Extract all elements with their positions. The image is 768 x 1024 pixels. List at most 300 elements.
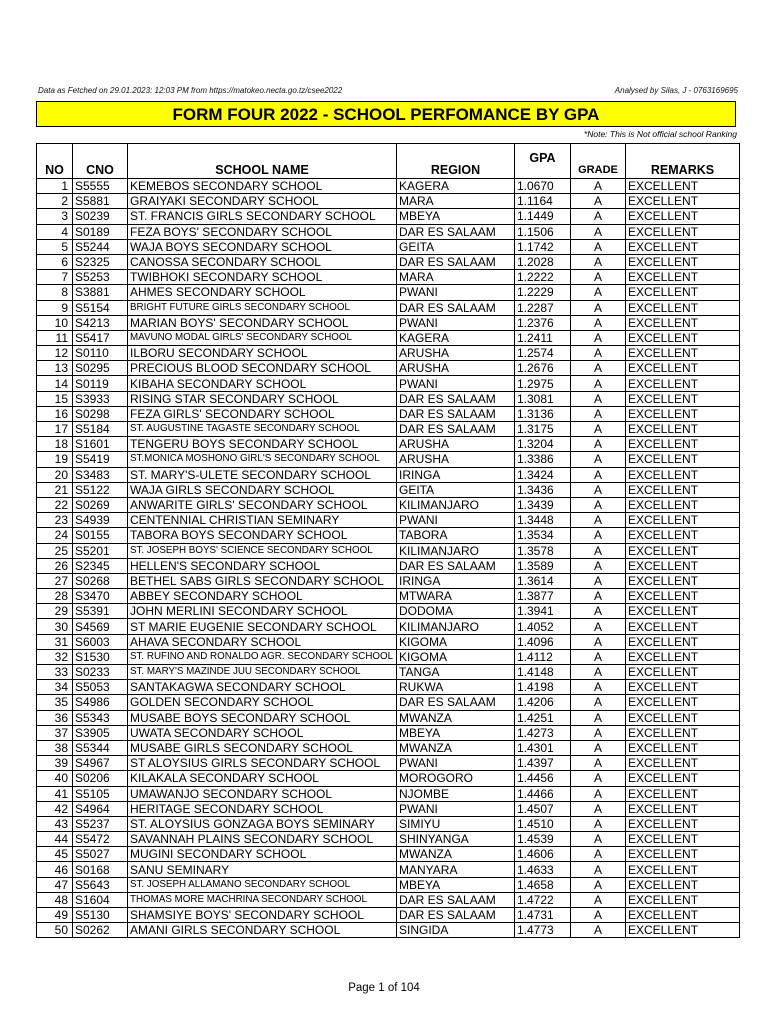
cell-region: KIGOMA	[397, 649, 515, 664]
cell-region: MBEYA	[397, 877, 515, 892]
cell-cno: S4986	[73, 695, 128, 710]
cell-school-name: TWIBHOKI SECONDARY SCHOOL	[128, 270, 397, 285]
cell-remarks: EXCELLENT	[626, 877, 740, 892]
cell-region: DAR ES SALAAM	[397, 908, 515, 923]
cell-school-name: WAJA GIRLS SECONDARY SCHOOL	[128, 482, 397, 497]
cell-region: MWANZA	[397, 710, 515, 725]
cell-region: MWANZA	[397, 847, 515, 862]
cell-region: DAR ES SALAAM	[397, 300, 515, 315]
cell-cno: S0110	[73, 346, 128, 361]
cell-school-name: ILBORU SECONDARY SCHOOL	[128, 346, 397, 361]
cell-grade: A	[571, 877, 626, 892]
cell-gpa: 1.4722	[515, 892, 571, 907]
cell-gpa: 1.4206	[515, 695, 571, 710]
cell-cno: S0168	[73, 862, 128, 877]
cell-region: GEITA	[397, 239, 515, 254]
cell-school-name: FEZA GIRLS' SECONDARY SCHOOL	[128, 406, 397, 421]
cell-gpa: 1.2975	[515, 376, 571, 391]
table-row	[37, 254, 740, 269]
cell-remarks: EXCELLENT	[626, 391, 740, 406]
col-header-no: NO	[37, 144, 73, 179]
table-row	[37, 892, 740, 907]
cell-cno: S5472	[73, 832, 128, 847]
cell-grade: A	[571, 573, 626, 588]
table-row	[37, 391, 740, 406]
cell-region: DODOMA	[397, 604, 515, 619]
cell-remarks: EXCELLENT	[626, 194, 740, 209]
cell-no: 38	[37, 740, 73, 755]
cell-remarks: EXCELLENT	[626, 740, 740, 755]
cell-school-name: KEMEBOS SECONDARY SCHOOL	[128, 179, 397, 194]
cell-no: 33	[37, 665, 73, 680]
cell-region: NJOMBE	[397, 786, 515, 801]
disclaimer-note: *Note: This is Not official school Ranking	[583, 129, 737, 139]
cell-remarks: EXCELLENT	[626, 680, 740, 695]
cell-cno: S5122	[73, 482, 128, 497]
cell-grade: A	[571, 346, 626, 361]
col-header-region: REGION	[397, 144, 515, 179]
cell-no: 6	[37, 254, 73, 269]
cell-grade: A	[571, 330, 626, 345]
cell-school-name: CENTENNIAL CHRISTIAN SEMINARY	[128, 513, 397, 528]
analyst-info: Analysed by Silas, J - 0763169695	[614, 86, 738, 95]
cell-no: 32	[37, 649, 73, 664]
cell-region: MARA	[397, 194, 515, 209]
cell-school-name: GRAIYAKI SECONDARY SCHOOL	[128, 194, 397, 209]
cell-gpa: 1.3424	[515, 467, 571, 482]
cell-cno: S3905	[73, 725, 128, 740]
cell-region: MANYARA	[397, 862, 515, 877]
cell-grade: A	[571, 361, 626, 376]
cell-school-name: ST. JOSEPH ALLAMANO SECONDARY SCHOOL	[128, 877, 397, 892]
cell-gpa: 1.4251	[515, 710, 571, 725]
cell-no: 4	[37, 224, 73, 239]
cell-school-name: UMAWANJO SECONDARY SCHOOL	[128, 786, 397, 801]
page-title: FORM FOUR 2022 - SCHOOL PERFOMANCE BY GPA	[36, 101, 736, 127]
cell-no: 23	[37, 513, 73, 528]
table-row	[37, 300, 740, 315]
cell-gpa: 1.4507	[515, 801, 571, 816]
table-row	[37, 710, 740, 725]
cell-region: MBEYA	[397, 209, 515, 224]
cell-school-name: ST MARIE EUGENIE SECONDARY SCHOOL	[128, 619, 397, 634]
cell-grade: A	[571, 315, 626, 330]
cell-remarks: EXCELLENT	[626, 346, 740, 361]
fetched-info: Data as Fetched on 29.01.2023: 12:03 PM from https://matokeo.necta.go.tz/csee2022	[38, 86, 343, 95]
cell-school-name: HELLEN'S SECONDARY SCHOOL	[128, 558, 397, 573]
cell-remarks: EXCELLENT	[626, 179, 740, 194]
cell-cno: S0206	[73, 771, 128, 786]
cell-grade: A	[571, 300, 626, 315]
cell-gpa: 1.3877	[515, 589, 571, 604]
cell-remarks: EXCELLENT	[626, 285, 740, 300]
cell-no: 29	[37, 604, 73, 619]
cell-cno: S1601	[73, 437, 128, 452]
cell-no: 37	[37, 725, 73, 740]
table-row	[37, 330, 740, 345]
cell-remarks: EXCELLENT	[626, 786, 740, 801]
cell-no: 14	[37, 376, 73, 391]
cell-school-name: ANWARITE GIRLS' SECONDARY SCHOOL	[128, 497, 397, 512]
table-row	[37, 801, 740, 816]
cell-remarks: EXCELLENT	[626, 558, 740, 573]
cell-school-name: ST ALOYSIUS GIRLS SECONDARY SCHOOL	[128, 756, 397, 771]
cell-region: MARA	[397, 270, 515, 285]
cell-remarks: EXCELLENT	[626, 634, 740, 649]
cell-no: 20	[37, 467, 73, 482]
results-table	[36, 143, 740, 938]
cell-gpa: 1.4456	[515, 771, 571, 786]
cell-no: 10	[37, 315, 73, 330]
cell-school-name: ST. FRANCIS GIRLS SECONDARY SCHOOL	[128, 209, 397, 224]
cell-grade: A	[571, 422, 626, 437]
cell-grade: A	[571, 391, 626, 406]
cell-gpa: 1.3175	[515, 422, 571, 437]
cell-cno: S2325	[73, 254, 128, 269]
table-row	[37, 482, 740, 497]
cell-school-name: ST. ALOYSIUS GONZAGA BOYS SEMINARY	[128, 816, 397, 831]
table-row	[37, 908, 740, 923]
cell-cno: S0155	[73, 528, 128, 543]
table-row	[37, 725, 740, 740]
cell-remarks: EXCELLENT	[626, 604, 740, 619]
cell-gpa: 1.3614	[515, 573, 571, 588]
cell-remarks: EXCELLENT	[626, 832, 740, 847]
cell-remarks: EXCELLENT	[626, 437, 740, 452]
cell-gpa: 1.3941	[515, 604, 571, 619]
cell-cno: S5344	[73, 740, 128, 755]
cell-remarks: EXCELLENT	[626, 619, 740, 634]
cell-cno: S1530	[73, 649, 128, 664]
cell-region: PWANI	[397, 285, 515, 300]
cell-cno: S0268	[73, 573, 128, 588]
cell-region: PWANI	[397, 513, 515, 528]
cell-remarks: EXCELLENT	[626, 330, 740, 345]
cell-grade: A	[571, 649, 626, 664]
cell-school-name: AHMES SECONDARY SCHOOL	[128, 285, 397, 300]
cell-grade: A	[571, 285, 626, 300]
cell-remarks: EXCELLENT	[626, 862, 740, 877]
cell-cno: S0233	[73, 665, 128, 680]
table-row	[37, 543, 740, 558]
cell-region: MWANZA	[397, 740, 515, 755]
table-row	[37, 285, 740, 300]
cell-no: 49	[37, 908, 73, 923]
table-row	[37, 619, 740, 634]
cell-no: 26	[37, 558, 73, 573]
cell-cno: S4213	[73, 315, 128, 330]
cell-school-name: KILAKALA SECONDARY SCHOOL	[128, 771, 397, 786]
cell-school-name: BETHEL SABS GIRLS SECONDARY SCHOOL	[128, 573, 397, 588]
cell-grade: A	[571, 406, 626, 421]
cell-cno: S3470	[73, 589, 128, 604]
cell-no: 27	[37, 573, 73, 588]
cell-region: IRINGA	[397, 467, 515, 482]
cell-cno: S3483	[73, 467, 128, 482]
cell-gpa: 1.4112	[515, 649, 571, 664]
cell-gpa: 1.4731	[515, 908, 571, 923]
cell-grade: A	[571, 497, 626, 512]
cell-no: 34	[37, 680, 73, 695]
table-row	[37, 756, 740, 771]
table-row	[37, 680, 740, 695]
cell-no: 50	[37, 923, 73, 938]
cell-grade: A	[571, 816, 626, 831]
cell-school-name: SHAMSIYE BOYS' SECONDARY SCHOOL	[128, 908, 397, 923]
cell-remarks: EXCELLENT	[626, 892, 740, 907]
page-number: Page 1 of 104	[348, 982, 420, 994]
cell-school-name: TABORA BOYS SECONDARY SCHOOL	[128, 528, 397, 543]
cell-remarks: EXCELLENT	[626, 573, 740, 588]
col-header-cno: CNO	[73, 144, 128, 179]
cell-remarks: EXCELLENT	[626, 543, 740, 558]
table-row	[37, 862, 740, 877]
table-row	[37, 740, 740, 755]
cell-gpa: 1.1449	[515, 209, 571, 224]
cell-grade: A	[571, 467, 626, 482]
table-row	[37, 634, 740, 649]
table-row	[37, 573, 740, 588]
cell-no: 3	[37, 209, 73, 224]
cell-grade: A	[571, 209, 626, 224]
cell-cno: S5643	[73, 877, 128, 892]
cell-gpa: 1.4606	[515, 847, 571, 862]
cell-no: 47	[37, 877, 73, 892]
cell-region: DAR ES SALAAM	[397, 254, 515, 269]
cell-school-name: GOLDEN SECONDARY SCHOOL	[128, 695, 397, 710]
cell-cno: S5184	[73, 422, 128, 437]
table-row	[37, 528, 740, 543]
cell-grade: A	[571, 619, 626, 634]
cell-cno: S5881	[73, 194, 128, 209]
cell-cno: S5130	[73, 908, 128, 923]
cell-region: PWANI	[397, 315, 515, 330]
cell-cno: S5105	[73, 786, 128, 801]
cell-remarks: EXCELLENT	[626, 816, 740, 831]
cell-region: SINGIDA	[397, 923, 515, 938]
cell-gpa: 1.2287	[515, 300, 571, 315]
cell-remarks: EXCELLENT	[626, 649, 740, 664]
cell-cno: S5417	[73, 330, 128, 345]
cell-grade: A	[571, 832, 626, 847]
cell-region: KIGOMA	[397, 634, 515, 649]
cell-remarks: EXCELLENT	[626, 497, 740, 512]
cell-remarks: EXCELLENT	[626, 513, 740, 528]
cell-gpa: 1.2574	[515, 346, 571, 361]
cell-cno: S4939	[73, 513, 128, 528]
cell-school-name: JOHN MERLINI SECONDARY SCHOOL	[128, 604, 397, 619]
cell-no: 11	[37, 330, 73, 345]
cell-school-name: MUSABE GIRLS SECONDARY SCHOOL	[128, 740, 397, 755]
cell-grade: A	[571, 376, 626, 391]
cell-grade: A	[571, 254, 626, 269]
cell-school-name: TENGERU BOYS SECONDARY SCHOOL	[128, 437, 397, 452]
col-header-remarks: REMARKS	[626, 144, 740, 179]
cell-cno: S5201	[73, 543, 128, 558]
cell-grade: A	[571, 513, 626, 528]
cell-cno: S5391	[73, 604, 128, 619]
cell-cno: S5419	[73, 452, 128, 467]
cell-grade: A	[571, 695, 626, 710]
cell-no: 28	[37, 589, 73, 604]
cell-no: 40	[37, 771, 73, 786]
cell-region: DAR ES SALAAM	[397, 558, 515, 573]
table-row	[37, 467, 740, 482]
table-row	[37, 497, 740, 512]
cell-gpa: 1.2411	[515, 330, 571, 345]
cell-school-name: WAJA BOYS SECONDARY SCHOOL	[128, 239, 397, 254]
cell-no: 8	[37, 285, 73, 300]
cell-no: 7	[37, 270, 73, 285]
cell-cno: S5555	[73, 179, 128, 194]
cell-grade: A	[571, 725, 626, 740]
cell-school-name: ST. RUFINO AND RONALDO AGR. SECONDARY SCHOOL	[128, 649, 397, 664]
cell-cno: S5237	[73, 816, 128, 831]
cell-region: DAR ES SALAAM	[397, 406, 515, 421]
cell-cno: S5053	[73, 680, 128, 695]
cell-remarks: EXCELLENT	[626, 300, 740, 315]
cell-remarks: EXCELLENT	[626, 467, 740, 482]
cell-grade: A	[571, 528, 626, 543]
cell-gpa: 1.1164	[515, 194, 571, 209]
cell-school-name: MUSABE BOYS SECONDARY SCHOOL	[128, 710, 397, 725]
cell-cno: S0295	[73, 361, 128, 376]
cell-remarks: EXCELLENT	[626, 771, 740, 786]
table-row	[37, 224, 740, 239]
cell-region: GEITA	[397, 482, 515, 497]
cell-gpa: 1.2229	[515, 285, 571, 300]
cell-gpa: 1.4301	[515, 740, 571, 755]
table-row	[37, 422, 740, 437]
cell-remarks: EXCELLENT	[626, 406, 740, 421]
table-row	[37, 194, 740, 209]
cell-grade: A	[571, 756, 626, 771]
cell-school-name: BRIGHT FUTURE GIRLS SECONDARY SCHOOL	[128, 300, 397, 315]
table-row	[37, 847, 740, 862]
cell-remarks: EXCELLENT	[626, 589, 740, 604]
cell-school-name: ST. MARY'S MAZINDE JUU SECONDARY SCHOOL	[128, 665, 397, 680]
cell-grade: A	[571, 862, 626, 877]
cell-region: SIMIYU	[397, 816, 515, 831]
cell-grade: A	[571, 604, 626, 619]
cell-region: ARUSHA	[397, 452, 515, 467]
cell-region: DAR ES SALAAM	[397, 391, 515, 406]
cell-no: 18	[37, 437, 73, 452]
cell-remarks: EXCELLENT	[626, 710, 740, 725]
cell-no: 45	[37, 847, 73, 862]
cell-gpa: 1.3386	[515, 452, 571, 467]
cell-region: ARUSHA	[397, 361, 515, 376]
col-header-school: SCHOOL NAME	[128, 144, 397, 179]
cell-grade: A	[571, 589, 626, 604]
cell-cno: S5244	[73, 239, 128, 254]
cell-gpa: 1.2676	[515, 361, 571, 376]
cell-region: KILIMANJARO	[397, 497, 515, 512]
cell-region: KILIMANJARO	[397, 619, 515, 634]
cell-grade: A	[571, 771, 626, 786]
cell-grade: A	[571, 270, 626, 285]
cell-cno: S0262	[73, 923, 128, 938]
cell-grade: A	[571, 847, 626, 862]
cell-school-name: ST. JOSEPH BOYS' SCIENCE SECONDARY SCHOOL	[128, 543, 397, 558]
cell-remarks: EXCELLENT	[626, 376, 740, 391]
cell-region: DAR ES SALAAM	[397, 224, 515, 239]
cell-gpa: 1.4397	[515, 756, 571, 771]
table-row	[37, 452, 740, 467]
cell-grade: A	[571, 179, 626, 194]
cell-no: 46	[37, 862, 73, 877]
cell-cno: S4964	[73, 801, 128, 816]
cell-remarks: EXCELLENT	[626, 254, 740, 269]
cell-no: 16	[37, 406, 73, 421]
cell-school-name: ABBEY SECONDARY SCHOOL	[128, 589, 397, 604]
cell-region: IRINGA	[397, 573, 515, 588]
cell-region: RUKWA	[397, 680, 515, 695]
cell-remarks: EXCELLENT	[626, 801, 740, 816]
cell-region: SHINYANGA	[397, 832, 515, 847]
cell-grade: A	[571, 543, 626, 558]
cell-grade: A	[571, 558, 626, 573]
cell-remarks: EXCELLENT	[626, 270, 740, 285]
cell-cno: S1604	[73, 892, 128, 907]
cell-region: KAGERA	[397, 179, 515, 194]
cell-remarks: EXCELLENT	[626, 224, 740, 239]
cell-cno: S3881	[73, 285, 128, 300]
cell-school-name: MARIAN BOYS' SECONDARY SCHOOL	[128, 315, 397, 330]
cell-cno: S0298	[73, 406, 128, 421]
cell-gpa: 1.3534	[515, 528, 571, 543]
cell-no: 19	[37, 452, 73, 467]
cell-no: 25	[37, 543, 73, 558]
table-row	[37, 361, 740, 376]
cell-grade: A	[571, 680, 626, 695]
cell-remarks: EXCELLENT	[626, 315, 740, 330]
cell-grade: A	[571, 923, 626, 938]
cell-gpa: 1.1742	[515, 239, 571, 254]
table-row	[37, 665, 740, 680]
cell-gpa: 1.3448	[515, 513, 571, 528]
cell-remarks: EXCELLENT	[626, 528, 740, 543]
cell-grade: A	[571, 710, 626, 725]
cell-remarks: EXCELLENT	[626, 725, 740, 740]
cell-school-name: ST. AUGUSTINE TAGASTE SECONDARY SCHOOL	[128, 422, 397, 437]
cell-region: DAR ES SALAAM	[397, 422, 515, 437]
table-row	[37, 786, 740, 801]
cell-grade: A	[571, 786, 626, 801]
cell-cno: S5343	[73, 710, 128, 725]
table-row	[37, 877, 740, 892]
cell-school-name: AHAVA SECONDARY SCHOOL	[128, 634, 397, 649]
cell-no: 5	[37, 239, 73, 254]
cell-region: MTWARA	[397, 589, 515, 604]
cell-cno: S0119	[73, 376, 128, 391]
cell-region: KILIMANJARO	[397, 543, 515, 558]
cell-region: MBEYA	[397, 725, 515, 740]
cell-school-name: MUGINI SECONDARY SCHOOL	[128, 847, 397, 862]
cell-cno: S5253	[73, 270, 128, 285]
cell-remarks: EXCELLENT	[626, 923, 740, 938]
table-row	[37, 437, 740, 452]
cell-no: 30	[37, 619, 73, 634]
cell-cno: S3933	[73, 391, 128, 406]
cell-school-name: AMANI GIRLS SECONDARY SCHOOL	[128, 923, 397, 938]
cell-gpa: 1.4510	[515, 816, 571, 831]
table-row	[37, 513, 740, 528]
cell-grade: A	[571, 239, 626, 254]
cell-no: 42	[37, 801, 73, 816]
cell-school-name: KIBAHA SECONDARY SCHOOL	[128, 376, 397, 391]
cell-cno: S0189	[73, 224, 128, 239]
